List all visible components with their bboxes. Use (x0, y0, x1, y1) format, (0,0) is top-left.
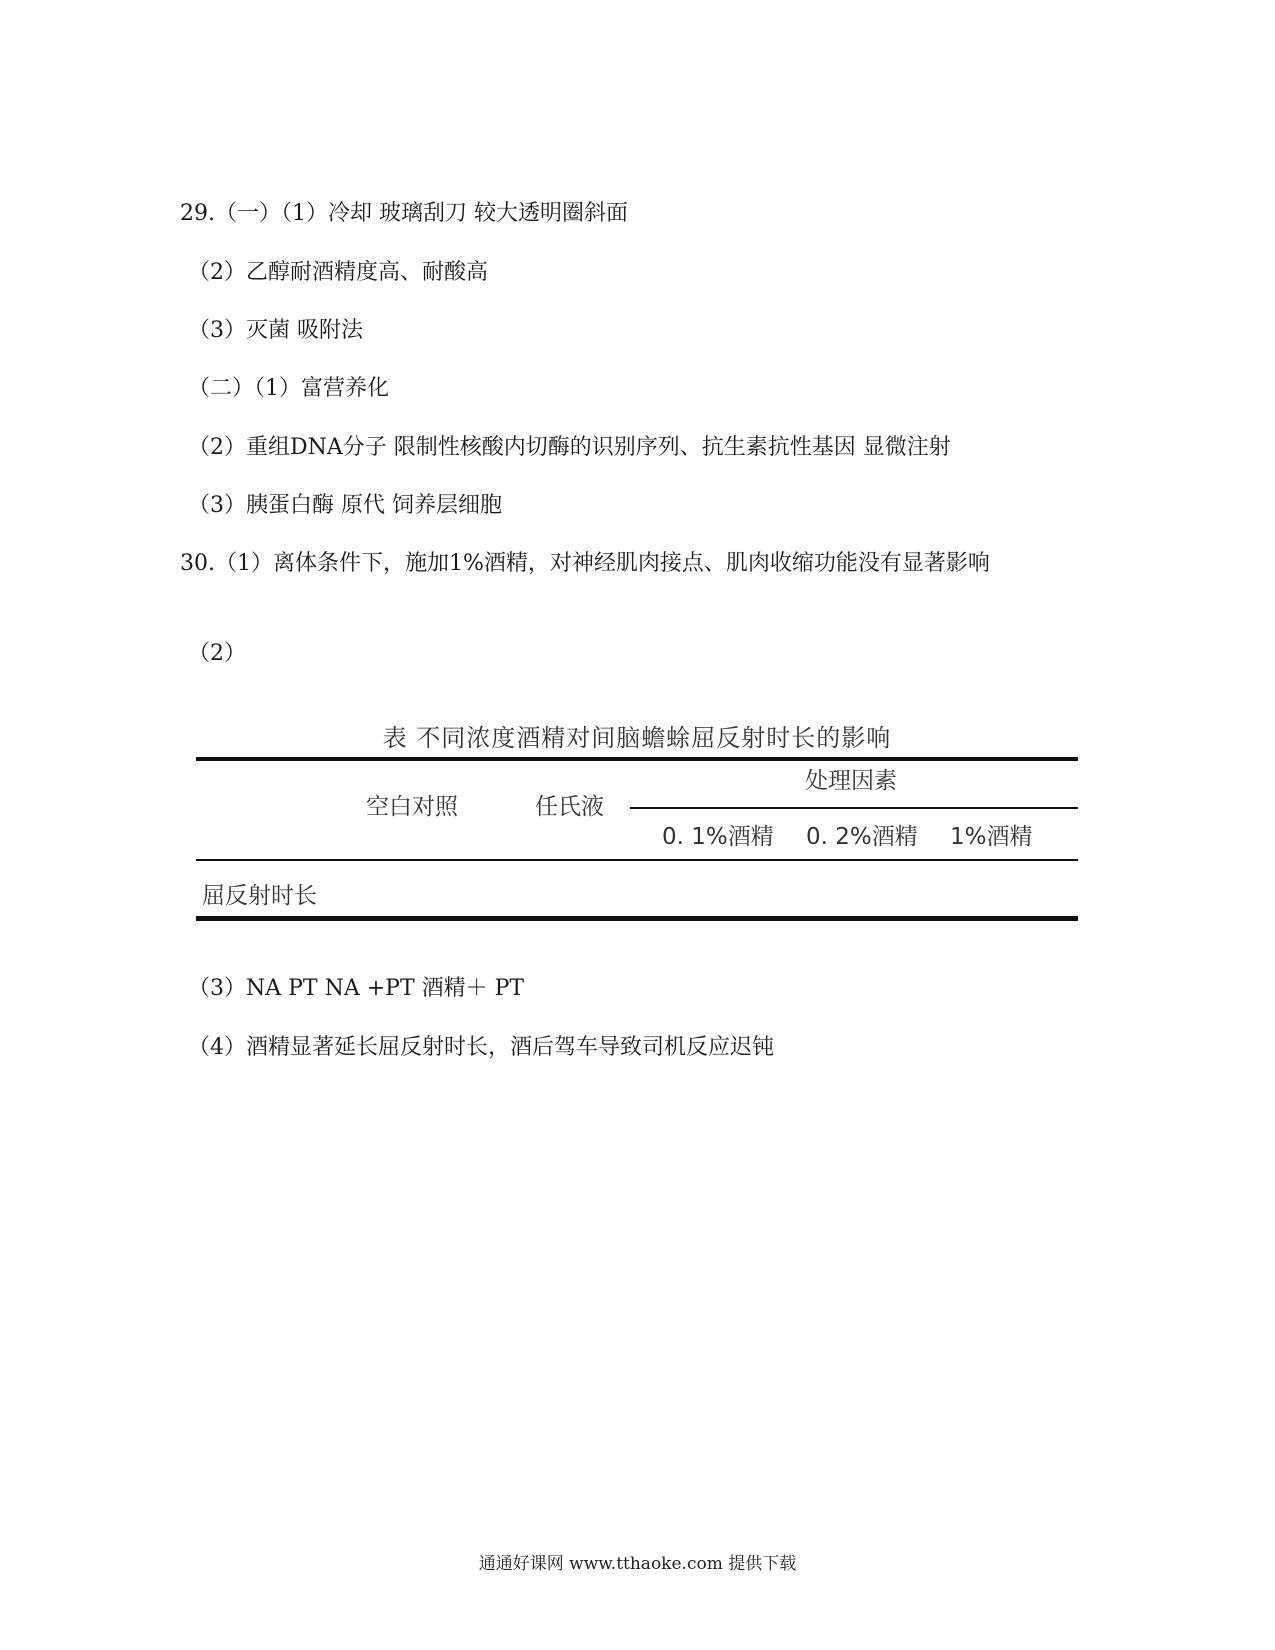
answer-30-item1: 30.（1）离体条件下，施加1%酒精，对神经肌肉接点、肌肉收缩功能没有显著影响 (180, 551, 990, 576)
table-subheader-0-2-percent: 0. 2%酒精 (806, 824, 918, 850)
table-title: 表 不同浓度酒精对间脑蟾蜍屈反射时长的影响 (382, 724, 892, 752)
answer-29-part2-item3: （3）胰蛋白酶 原代 饲养层细胞 (188, 493, 502, 518)
answer-30-item2: （2） (188, 641, 246, 666)
table-header-treatment: 处理因素 (805, 768, 897, 794)
table-subheader-0-1-percent: 0. 1%酒精 (662, 824, 774, 850)
answer-30-item4: （4）酒精显著延长屈反射时长，酒后驾车导致司机反应迟钝 (188, 1035, 774, 1060)
table-bottom-rule (196, 916, 1078, 921)
answer-29-part1-item1: 29.（一）（1）冷却 玻璃刮刀 较大透明圈斜面 (180, 201, 628, 226)
table-top-rule (196, 757, 1078, 761)
table-subheader-1-percent: 1%酒精 (950, 824, 1033, 850)
table-header-blank-control: 空白对照 (366, 794, 458, 820)
answer-29-part1-item2: （2）乙醇耐酒精度高、耐酸高 (188, 260, 488, 285)
table-header-ringer: 任氏液 (535, 794, 604, 820)
answer-30-item3: （3）NA PT NA +PT 酒精＋ PT (188, 976, 525, 1001)
footer-source: 通通好课网 www.tthaoke.com 提供下载 (478, 1554, 797, 1574)
table-group-rule (630, 807, 1078, 809)
table-row-label: 屈反射时长 (202, 883, 317, 909)
table-header-rule (196, 859, 1078, 861)
answer-29-part2-item2: （2）重组DNA分子 限制性核酸内切酶的识别序列、抗生素抗性基因 显微注射 (188, 435, 951, 460)
answer-29-part1-item3: （3）灭菌 吸附法 (188, 318, 363, 343)
answer-29-part2-item1: （二）（1）富营养化 (188, 376, 389, 401)
